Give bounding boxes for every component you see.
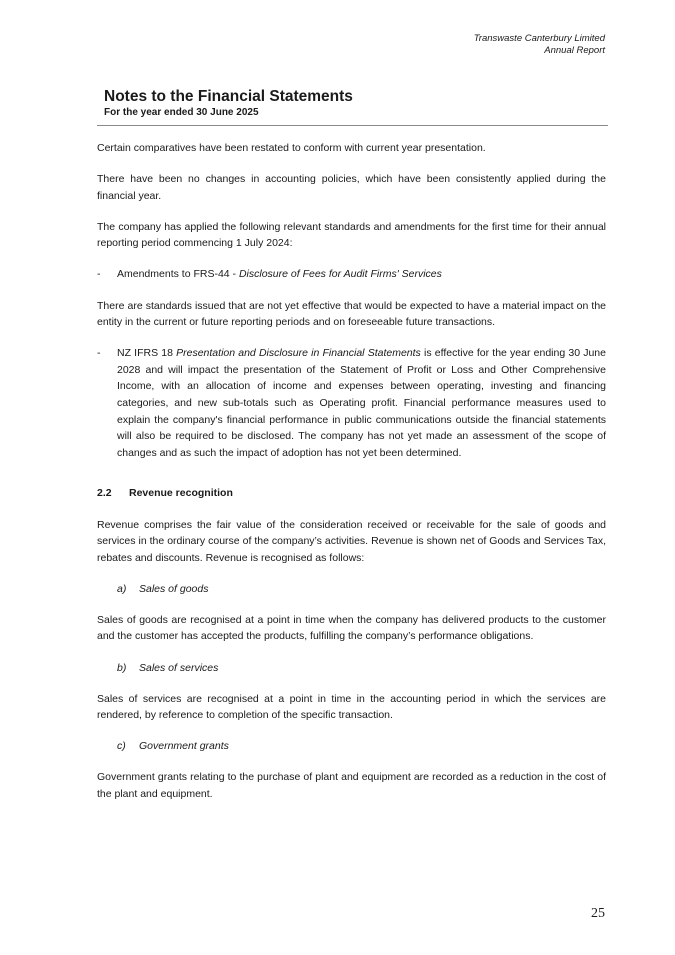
subheading-title: Sales of goods	[139, 582, 209, 595]
document-body	[97, 140, 606, 817]
bullet-ifrs18-plain-2: is effective for the year ending 30 June 2028 and will impact the presentation of the Statement of Profit or Loss and Other Comprehensive Income, with an allocation of income and expenses between operating, investing and financing categories, and new sub-totals such as Operating profit. Financial performance measures used to explain the company's financial performance in public communications outside the financial statements will also be required to be disclosed. The company has not yet made an assessment of the scope of changes and as such the impact of adoption has not yet been determined.	[117, 347, 606, 459]
bullet-frs44	[97, 266, 606, 283]
company-name: Transwaste Canterbury Limited	[473, 33, 605, 44]
bullet-nz-ifrs18	[97, 345, 606, 461]
section-title: Revenue recognition	[129, 487, 233, 500]
paragraph-accounting-policies: There have been no changes in accounting policies, which have been consistently applied during the financial year.	[97, 173, 606, 202]
subheading-title: Government grants	[139, 740, 229, 753]
subheading-label: a)	[117, 582, 127, 595]
bullet-frs44-text	[117, 266, 606, 283]
paragraph-comparatives: Certain comparatives have been restated to conform with current year presentation.	[97, 142, 486, 154]
page-number: 25	[591, 906, 605, 921]
section-number: 2.2	[97, 487, 112, 500]
page-title: Notes to the Financial Statements	[104, 88, 353, 105]
subheading-title: Sales of services	[139, 661, 219, 674]
subheading-government-grants	[117, 738, 606, 755]
subheading-label: c)	[117, 740, 126, 753]
paragraph-sales-of-goods: Sales of goods are recognised at a point in time when the company has delivered products to the customer and the customer has accepted the products, fulfilling the company’s performance obligations.	[97, 613, 606, 643]
section-heading	[97, 485, 606, 502]
subheading-sales-of-goods	[117, 581, 606, 598]
bullet-dash: -	[97, 347, 101, 360]
header-divider	[97, 125, 608, 126]
page-subtitle: For the year ended 30 June 2025	[104, 107, 259, 118]
running-header	[474, 33, 605, 57]
bullet-nz-ifrs18-text	[117, 345, 606, 461]
bullet-frs44-plain: Amendments to FRS-44 -	[117, 268, 239, 281]
paragraph-sales-of-services: Sales of services are recognised at a point in time in the accounting period in which the services are rendered, by reference to completion of the specific transaction.	[97, 692, 606, 722]
subheading-label: b)	[117, 661, 127, 674]
bullet-ifrs18-italic: Presentation and Disclosure in Financial Statements	[176, 347, 421, 360]
bullet-frs44-italic: Disclosure of Fees for Audit Firms' Services	[238, 268, 442, 281]
paragraph-government-grants: Government grants relating to the purchase of plant and equipment are recorded as a reduction in the cost of the plant and equipment.	[97, 771, 606, 801]
paragraph-not-yet-effective: There are standards issued that are not yet effective that would be expected to have a material impact on the entity in the current or future reporting periods and on foreseeable future transactions.	[97, 299, 606, 329]
report-name: Annual Report	[544, 45, 605, 56]
paragraph-revenue-intro: Revenue comprises the fair value of the consideration received or receivable for the sale of goods and services in the ordinary course of the company’s activities. Revenue is shown net of Goods and Services Tax, rebates and discounts. Revenue is recognised as follows:	[97, 518, 606, 564]
bullet-ifrs18-plain-1: NZ IFRS 18	[117, 347, 177, 360]
subheading-sales-of-services	[117, 660, 606, 677]
paragraph-standards-applied: The company has applied the following relevant standards and amendments for the first time for their annual reporting period commencing 1 July 2024:	[97, 220, 606, 250]
bullet-dash: -	[97, 268, 101, 281]
